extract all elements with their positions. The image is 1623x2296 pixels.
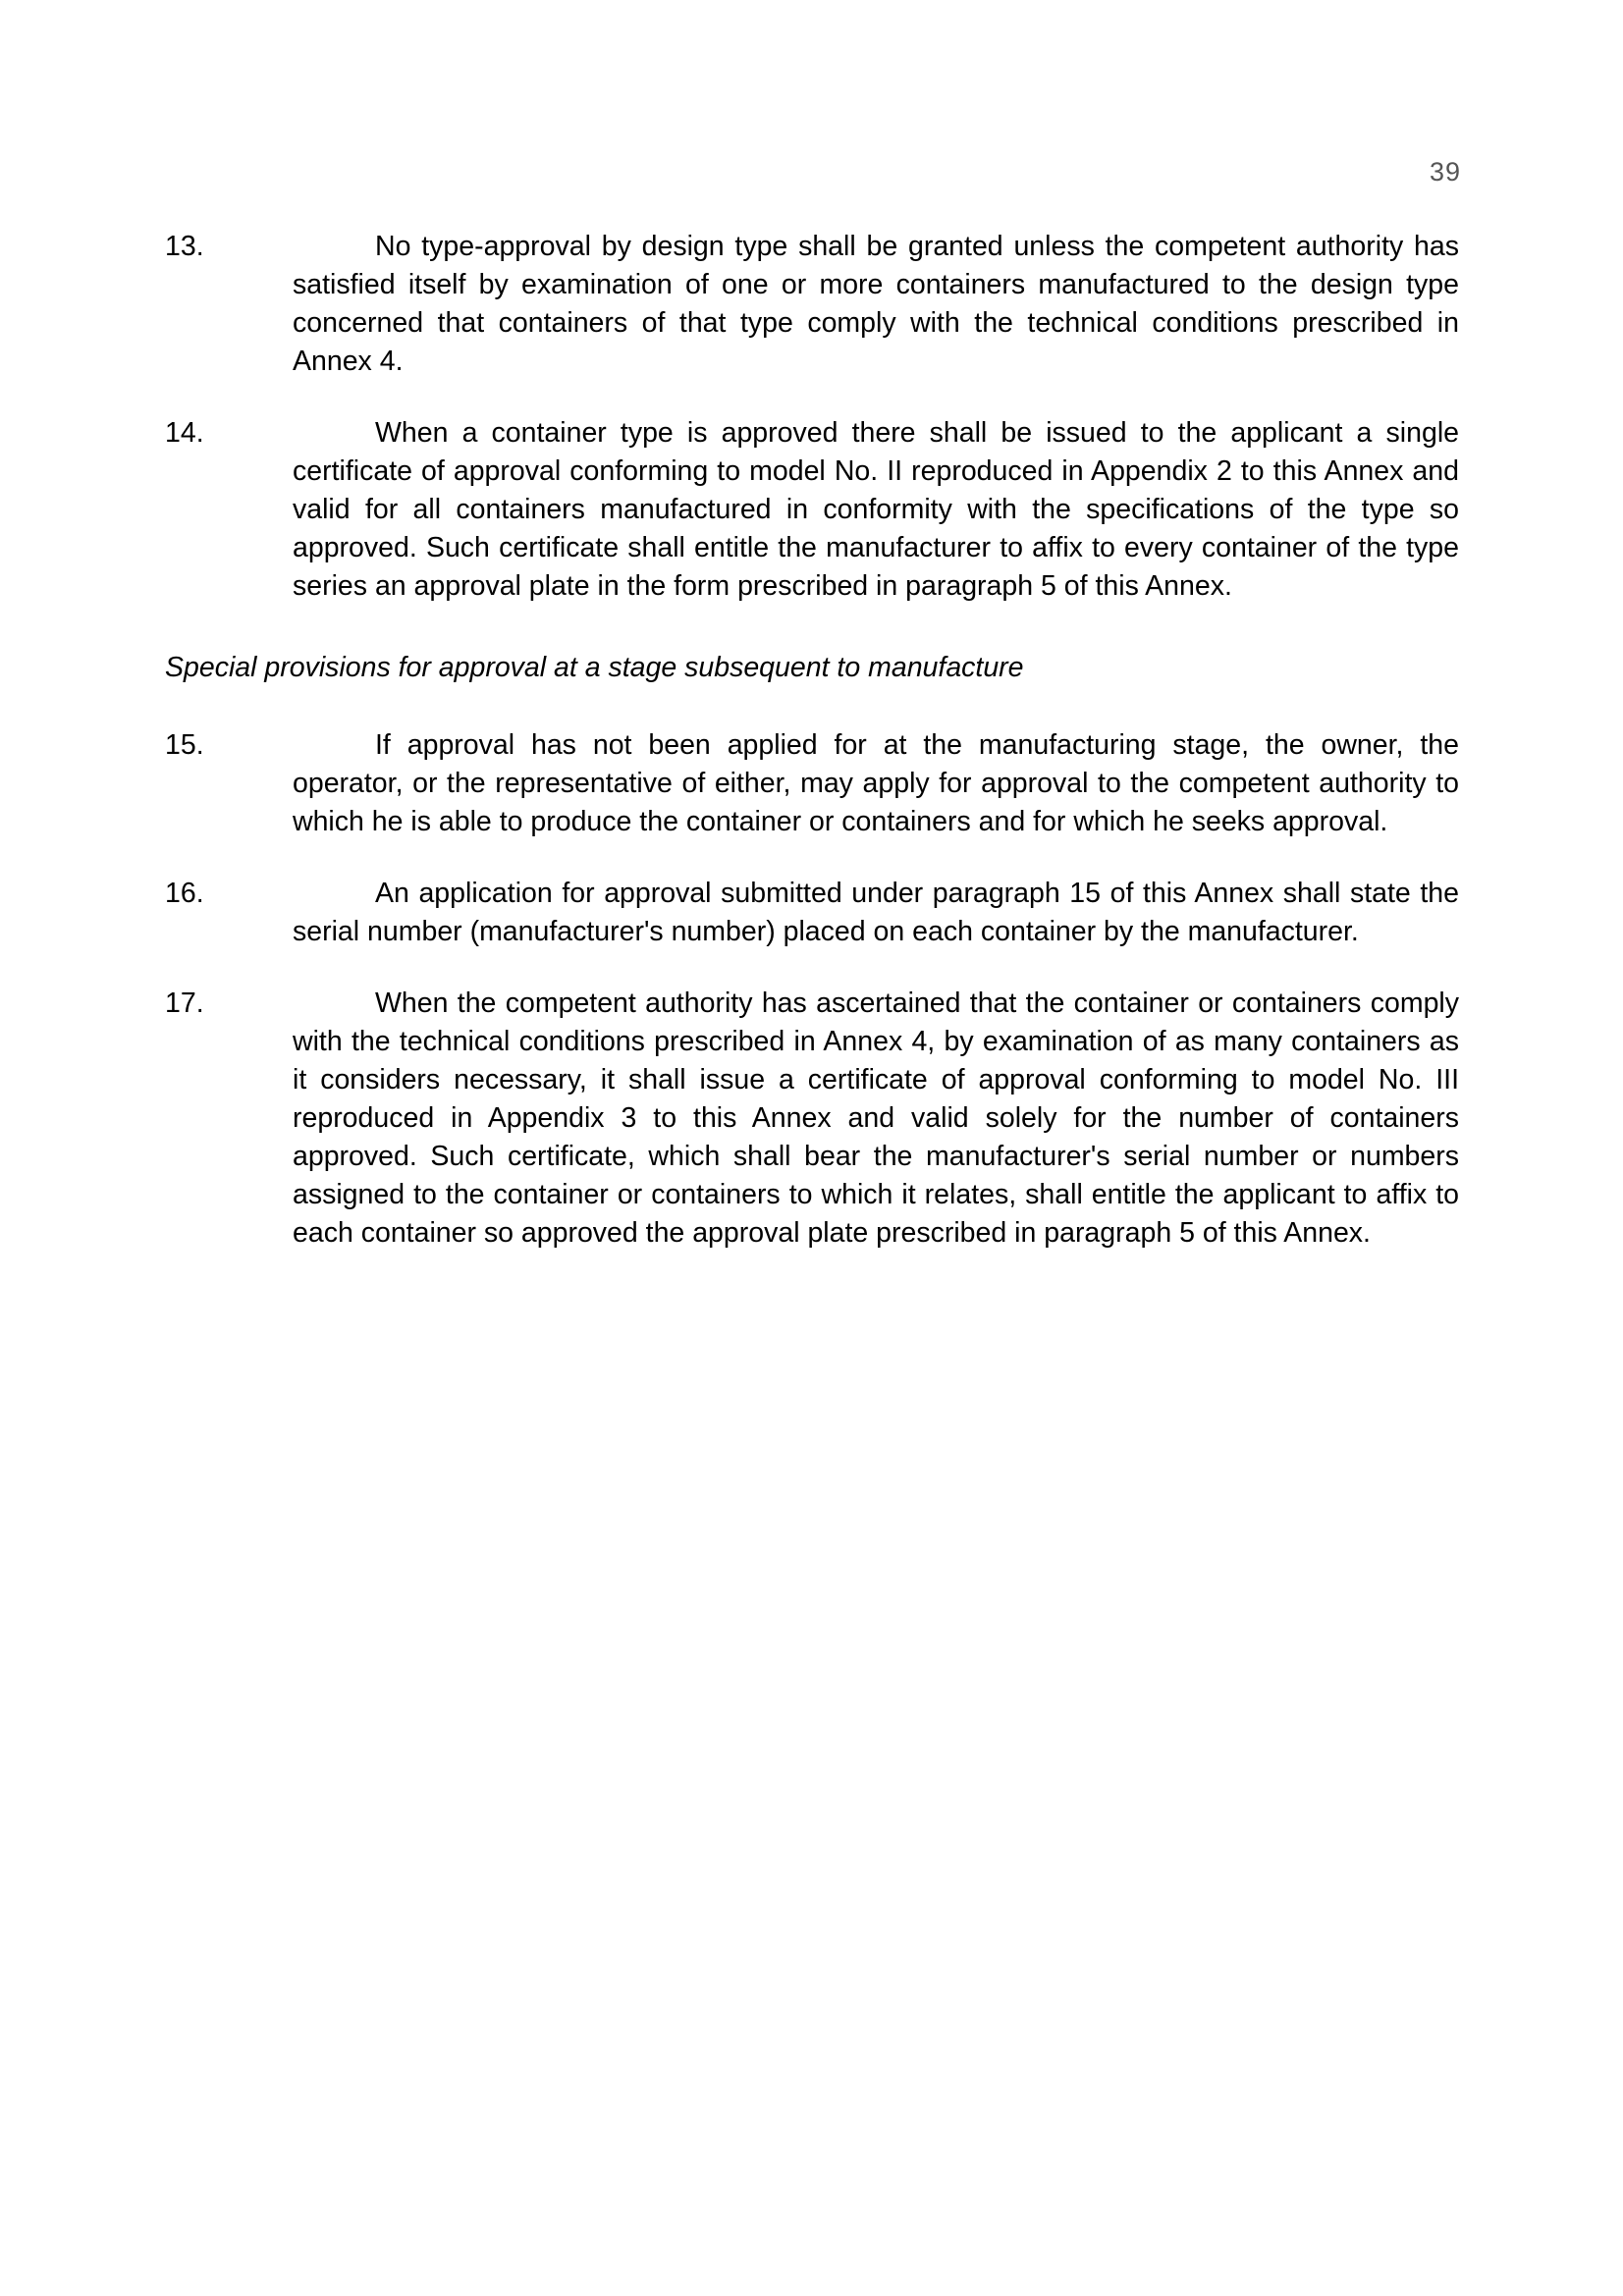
paragraph-17 [165,985,1459,1253]
paragraph-text-wrapper [293,985,1459,1253]
paragraph-number: 15. [165,729,204,761]
paragraph-text: An application for approval submitted under paragraph 15 of this Annex shall state the serial number (manufacturer's number) placed on each container by the manufacturer. [293,878,1459,947]
paragraph-text: When a container type is approved there shall be issued to the applicant a single certificate of approval conforming to model No. II reproduced in Appendix 2 to this Annex and valid for all containers manufactured in conformity with the specifications of the type so approved. Such certificate shall entitle the manufacturer to affix to every container of the type series an approval plate in the form prescribed in paragraph 5 of this Annex. [293,417,1459,602]
document-body [165,228,1459,1286]
paragraph-text-wrapper [293,726,1459,841]
page-number: 39 [1429,157,1461,187]
paragraph-number: 17. [165,988,204,1019]
paragraph-number: 13. [165,231,204,262]
paragraph-13 [165,228,1459,381]
paragraph-text-wrapper [293,228,1459,381]
paragraph-text-wrapper [293,414,1459,606]
paragraph-number: 14. [165,417,204,449]
paragraph-text: If approval has not been applied for at the manufacturing stage, the owner, the operator, or the representative of either, may apply for approval to the competent authority to which he is able to produce the container or containers and for which he seeks approval. [293,729,1459,837]
paragraph-16 [165,875,1459,951]
paragraph-text-wrapper [293,875,1459,951]
paragraph-text: When the competent authority has ascertained that the container or containers comply with the technical conditions prescribed in Annex 4, by examination of as many containers as it considers necessary, it shall issue a certificate of approval conforming to model No. III reproduced in Appendix 3 to this Annex and valid solely for the number of containers approved. Such certificate, which shall bear the manufacturer's serial number or numbers assigned to the container or containers to which it relates, shall entitle the applicant to affix to each container so approved the approval plate prescribed in paragraph 5 of this Annex. [293,988,1459,1249]
paragraph-text: No type-approval by design type shall be granted unless the competent authority has satisfied itself by examination of one or more containers manufactured to the design type concerned that containers of that type comply with the technical conditions prescribed in Annex 4. [293,231,1459,377]
paragraph-15 [165,726,1459,841]
paragraph-14 [165,414,1459,606]
section-heading: Special provisions for approval at a stage subsequent to manufacture [165,652,1024,683]
paragraph-number: 16. [165,878,204,909]
